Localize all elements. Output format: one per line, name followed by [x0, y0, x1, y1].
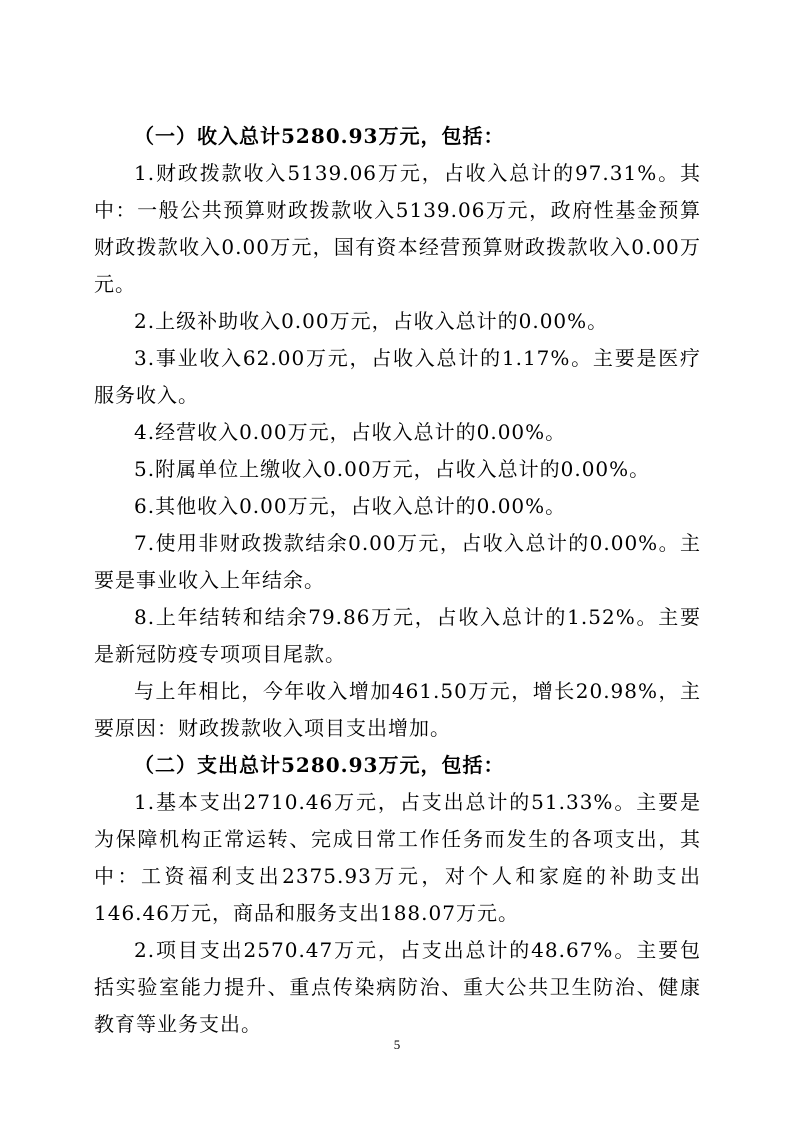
expense-item-basic: 1.基本支出2710.46万元，占支出总计的51.33%。主要是为保障机构正常运转、完成日常工作任务而发生的各项支出，其中：工资福利支出2375.93万元，对个人和家庭的补助支出146.46万元，商品和服务支出188.07万元。: [94, 790, 701, 925]
income-item-operating: 4.经营收入0.00万元，占收入总计的0.00%。: [134, 420, 567, 444]
expense-heading: （二）支出总计5280.93万元，包括：: [134, 753, 505, 777]
income-item-superior-subsidy: 2.上级补助收入0.00万元，占收入总计的0.00%。: [134, 309, 609, 333]
income-item-non-fiscal-balance: 7.使用非财政拨款结余0.00万元，占收入总计的0.00%。主要是事业收入上年结余。: [94, 531, 701, 592]
income-comparison: 与上年相比，今年收入增加461.50万元，增长20.98%，主要原因：财政拨款收入项目支出增加。: [94, 679, 701, 740]
income-item-business: 3.事业收入62.00万元，占收入总计的1.17%。主要是医疗服务收入。: [94, 346, 701, 407]
income-item-affiliated-units: 5.附属单位上缴收入0.00万元，占收入总计的0.00%。: [134, 457, 651, 481]
income-heading: （一）收入总计5280.93万元，包括：: [134, 124, 505, 148]
page-number: 5: [393, 1037, 401, 1052]
income-item-carryover: 8.上年结转和结余79.86万元，占收入总计的1.52%。主要是新冠防疫专项项目尾款。: [94, 605, 701, 666]
income-item-other: 6.其他收入0.00万元，占收入总计的0.00%。: [134, 494, 567, 518]
expense-item-project: 2.项目支出2570.47万元，占支出总计的48.67%。主要包括实验室能力提升、重点传染病防治、重大公共卫生防治、健康教育等业务支出。: [94, 938, 701, 1036]
document-body: [94, 118, 701, 1043]
income-item-fiscal-appropriation: 1.财政拨款收入5139.06万元，占收入总计的97.31%。其中：一般公共预算财政拨款收入5139.06万元，政府性基金预算财政拨款收入0.00万元，国有资本经营预算财政拨款收入0.00万元。: [94, 161, 701, 296]
